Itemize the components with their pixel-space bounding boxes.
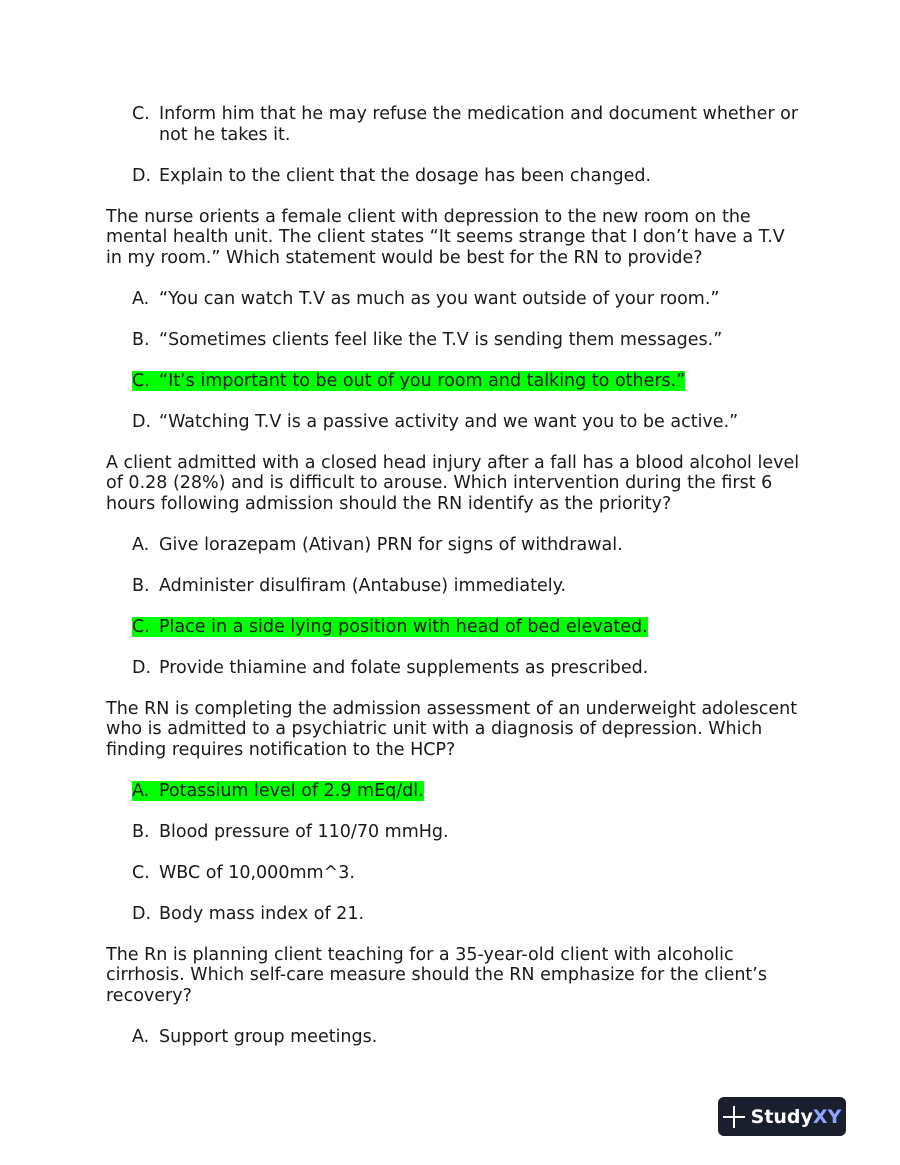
option-letter: D. — [132, 903, 152, 924]
question-text: The Rn is planning client teaching for a 35-year-old client with alcoholic cirrhosis. Which self-care measure should the RN emphasize for the client’s recovery? — [106, 944, 767, 1006]
option-text: Support group meetings. — [159, 1026, 378, 1047]
option-text: WBC of 10,000mm^3. — [159, 862, 355, 883]
option-letter: B. — [132, 821, 150, 842]
answer-option-highlighted — [132, 617, 806, 638]
option-letter: D. — [132, 165, 152, 186]
option-text: Give lorazepam (Ativan) PRN for signs of withdrawal. — [159, 534, 623, 555]
option-text: Blood pressure of 110/70 mmHg. — [159, 821, 449, 842]
answer-option-highlighted — [132, 371, 806, 392]
answer-option — [132, 822, 806, 843]
option-letter: C. — [132, 371, 159, 392]
option-text: Inform him that he may refuse the medication and document whether or not he takes it. — [159, 104, 799, 145]
answer-option — [132, 863, 806, 884]
option-letter: A. — [132, 1026, 150, 1047]
option-letter: A. — [132, 534, 150, 555]
answer-option-highlighted — [132, 781, 806, 802]
option-letter: D. — [132, 411, 152, 432]
question-text: The RN is completing the admission assessment of an underweight adolescent who is admitted to a psychiatric unit with a diagnosis of depression. Which finding requires notification to the HCP? — [106, 698, 798, 760]
answer-option — [132, 289, 806, 310]
option-text: Potassium level of 2.9 mEq/dl. — [159, 780, 424, 801]
option-letter: C. — [132, 104, 150, 124]
option-letter: B. — [132, 575, 150, 596]
option-letter: B. — [132, 329, 150, 350]
option-letter: C. — [132, 862, 150, 883]
brand-accent: XY — [812, 1105, 842, 1128]
answer-option — [132, 535, 806, 556]
option-text: Provide thiamine and folate supplements as prescribed. — [159, 657, 649, 678]
brand-main: Study — [750, 1105, 813, 1128]
option-letter: D. — [132, 657, 152, 678]
option-text: “It’s important to be out of you room and talking to others.” — [159, 370, 686, 391]
option-text: Body mass index of 21. — [159, 903, 365, 924]
option-text: “Watching T.V is a passive activity and we want you to be active.” — [159, 411, 739, 432]
answer-option — [132, 1027, 806, 1048]
option-letter: C. — [132, 617, 159, 638]
option-letter: A. — [132, 288, 150, 309]
plus-icon — [723, 1106, 745, 1128]
answer-option — [132, 166, 806, 187]
answer-option — [132, 658, 806, 679]
question-text: A client admitted with a closed head injury after a fall has a blood alcohol level of 0.28 (28%) and is difficult to arouse. Which intervention during the first 6 hours following admission should the RN identify as the priority? — [106, 452, 800, 514]
option-text: “Sometimes clients feel like the T.V is sending them messages.” — [159, 329, 723, 350]
option-text: Place in a side lying position with head of bed elevated. — [159, 616, 648, 637]
answer-option — [132, 330, 806, 351]
answer-option — [132, 904, 806, 925]
option-text: Explain to the client that the dosage has been changed. — [159, 165, 652, 186]
studyxy-logo[interactable] — [718, 1097, 846, 1136]
question-text: The nurse orients a female client with depression to the new room on the mental health unit. The client states “It seems strange that I don’t have a T.V in my room.” Which statement would be best for the RN to provide? — [106, 206, 785, 268]
document-body — [106, 104, 806, 1068]
answer-option — [132, 104, 806, 145]
option-text: “You can watch T.V as much as you want outside of your room.” — [159, 288, 720, 309]
option-letter: A. — [132, 781, 159, 802]
option-text: Administer disulfiram (Antabuse) immediately. — [159, 575, 567, 596]
answer-option — [132, 576, 806, 597]
answer-option — [132, 412, 806, 433]
